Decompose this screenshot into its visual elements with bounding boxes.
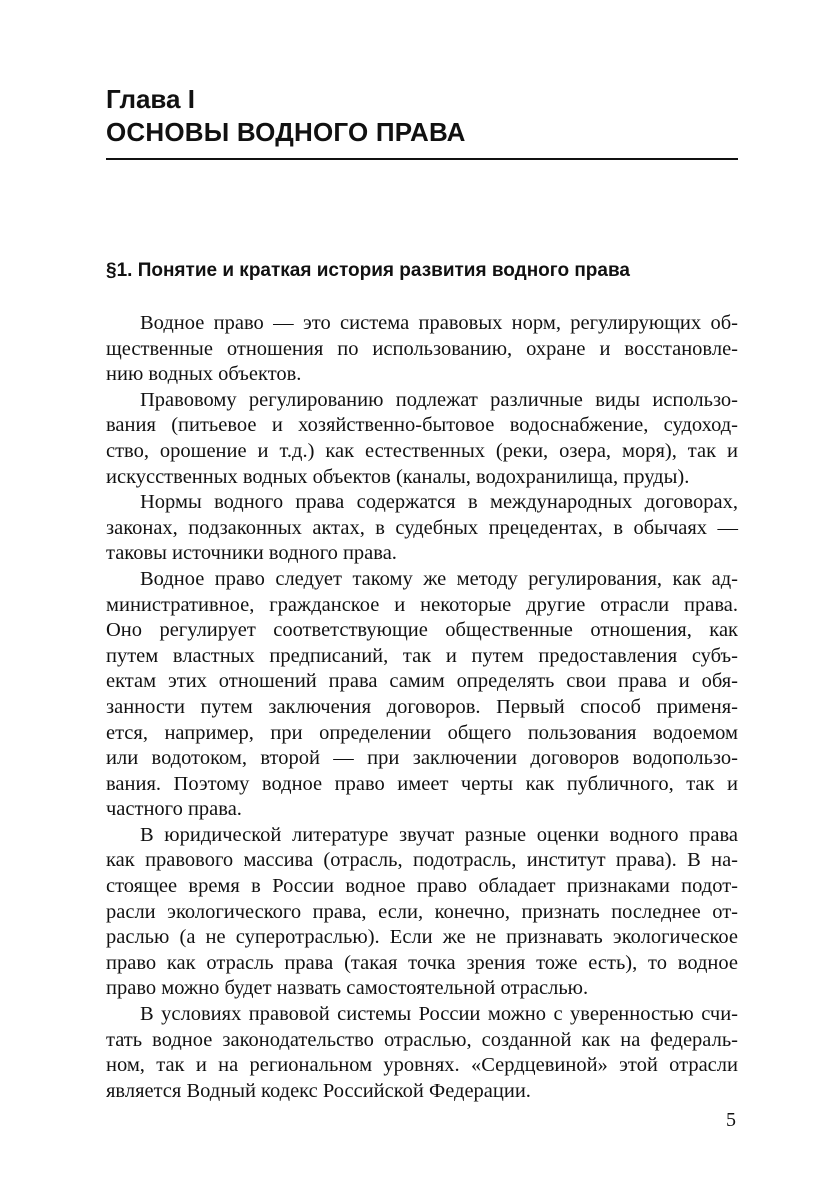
paragraph xyxy=(106,823,738,1002)
page-number: 5 xyxy=(726,1109,736,1131)
paragraph xyxy=(106,567,738,823)
text-line: В юридической литературе звучат разные оценки водного права xyxy=(140,823,738,846)
text-line: министративное, гражданское и некоторые другие отрасли права. xyxy=(106,593,738,616)
text-line: ном, так и на региональном уровнях. «Сердцевиной» этой отрасли xyxy=(106,1054,738,1077)
text-line: занности путем заключения договоров. Первый способ применя- xyxy=(106,695,738,718)
text-line: стоящее время в России водное право обладает признаками подот- xyxy=(106,875,738,898)
text-line: право как отрасль права (такая точка зрения тоже есть), то водное xyxy=(106,951,738,974)
text-line: является Водный кодекс Российской Федерации. xyxy=(106,1079,531,1102)
paragraph xyxy=(106,388,738,490)
text-line: Водное право следует такому же методу регулирования, как ад- xyxy=(140,567,738,590)
text-line: тать водное законодательство отраслью, созданной как на федераль- xyxy=(106,1028,738,1051)
chapter-divider xyxy=(106,158,738,160)
text-line: таковы источники водного права. xyxy=(106,542,397,565)
text-line: искусственных водных объектов (каналы, водохранилища, пруды). xyxy=(106,465,690,488)
chapter-title: ОСНОВЫ ВОДНОГО ПРАВА xyxy=(106,117,466,147)
text-line: Нормы водного права содержатся в международных договорах, xyxy=(140,491,738,514)
text-line: щественные отношения по использованию, охране и восстановле- xyxy=(106,337,738,360)
paragraph xyxy=(106,490,738,567)
paragraph xyxy=(106,1002,738,1104)
text-line: В условиях правовой системы России можно с уверенностью счи- xyxy=(140,1003,738,1026)
text-line: Правовому регулированию подлежат различные виды использо- xyxy=(140,388,738,411)
text-line: нию водных объектов. xyxy=(106,363,302,386)
text-line: раслью (а не суперотраслью). Если же не признавать экологическое xyxy=(106,926,738,949)
text-line: вания. Поэтому водное право имеет черты как публичного, так и xyxy=(106,772,738,795)
text-line: ектам этих отношений права самим определять свои права и обя- xyxy=(106,670,738,693)
text-line: Оно регулирует соответствующие общественные отношения, как xyxy=(106,619,738,642)
section-heading: §1. Понятие и краткая история развития водного права xyxy=(106,260,630,281)
body-text xyxy=(106,311,738,1104)
text-line: вания (питьевое и хозяйственно-бытовое водоснабжение, судоход- xyxy=(106,414,738,437)
text-line: ство, орошение и т.д.) как естественных (реки, озера, моря), так и xyxy=(106,439,738,462)
text-line: право можно будет назвать самостоятельной отраслью. xyxy=(106,977,589,1000)
text-line: как правового массива (отрасль, подотрасль, институт права). В на- xyxy=(106,849,738,872)
text-line: частного права. xyxy=(106,798,242,821)
text-line: или водотоком, второй — при заключении договоров водопользо- xyxy=(106,747,738,770)
paragraph xyxy=(106,311,738,388)
text-line: расли экологического права, если, конечно, признать последнее от- xyxy=(106,900,738,923)
text-line: законах, подзаконных актах, в судебных прецедентах, в обычаях — xyxy=(106,516,738,539)
text-line: Водное право — это система правовых норм, регулирующих об- xyxy=(140,312,738,334)
chapter-label: Глава I xyxy=(106,84,195,114)
text-line: путем властных предписаний, так и путем предоставления субъ- xyxy=(106,644,738,667)
text-line: ется, например, при определении общего пользования водоемом xyxy=(106,721,738,744)
